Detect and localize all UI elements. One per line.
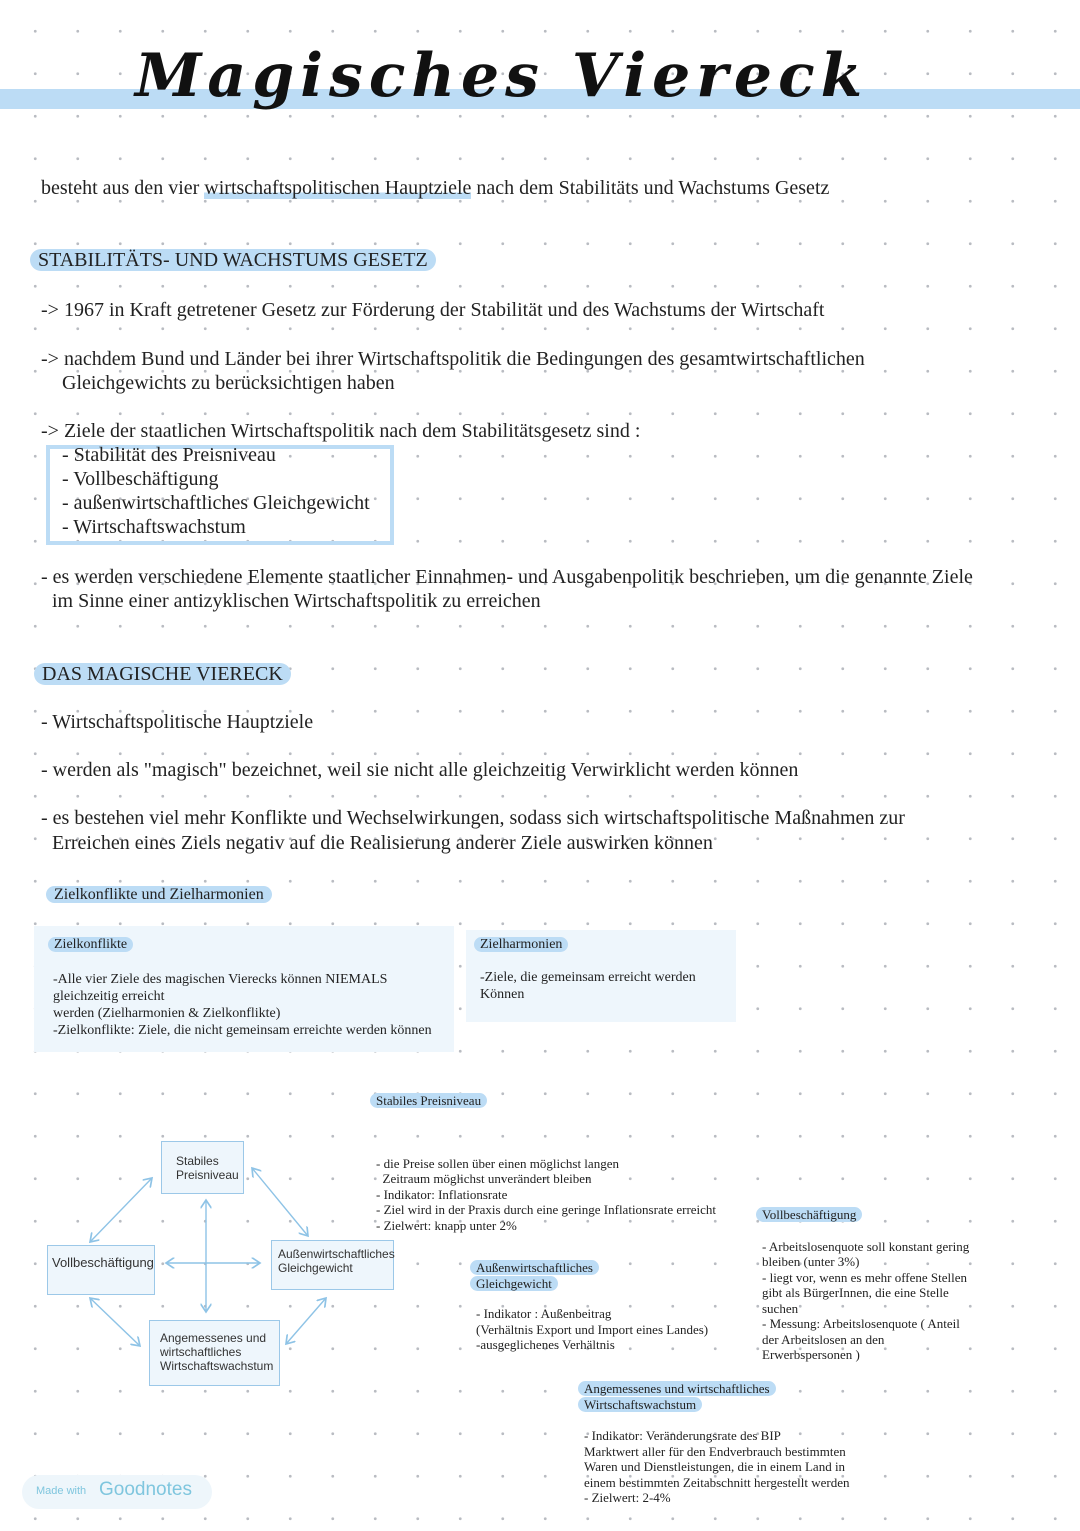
card-text: -Ziele, die gemeinsam erreicht werden Können [480,970,696,1002]
note-label: Vollbeschäftigung [756,1207,862,1222]
arrow [90,1298,140,1346]
goal-item: - Vollbeschäftigung [62,468,219,490]
goodnotes-watermark: Made with Goodnotes [22,1475,212,1509]
card-label: Zielharmonien [474,937,568,952]
paragraph: - es werden verschiedene Elemente staatlicher Einnahmen- und Ausgabenpolitik beschrieben, um die genannte Ziele [41,566,973,588]
diagram-node-aussenwirtschaft: Außenwirtschaftliches Gleichgewicht [271,1240,394,1290]
note-label: Angemessenes und wirtschaftliches [578,1381,776,1396]
arrow [90,1178,152,1242]
paragraph: Erreichen eines Ziels negativ auf die Realisierung anderer Ziele auswirken können [52,832,713,854]
note-vollbeschaeftigung: Vollbeschäftigung - Arbeitslosenquote soll konstant gering bleiben (unter 3%) - liegt vor, wenn es mehr offene Stellen gibt als BürgerInnen, die eine Stelle suchen - Messung: Arbeitslosenquote ( Anteil der Arbeitslosen an den Erwerbspersonen ) [756,1207,1056,1363]
diagram-node-preisniveau: Stabiles Preisniveau [161,1141,244,1194]
paragraph: - Wirtschaftspolitische Hauptziele [41,711,314,733]
paragraph: -> 1967 in Kraft getretener Gesetz zur Förderung der Stabilität und des Wachstums der Wirtschaft [41,299,825,321]
goal-item: - Stabilität des Preisniveau [62,444,276,466]
paragraph: -> Ziele der staatlichen Wirtschaftspolitik nach dem Stabilitätsgesetz sind : [41,420,641,442]
paragraph: -> nachdem Bund und Länder bei ihrer Wirtschaftspolitik die Bedingungen des gesamtwirtschaftlichen [41,348,865,370]
card-label: Zielkonflikte [48,937,133,952]
paragraph: - es bestehen viel mehr Konflikte und Wechselwirkungen, sodass sich wirtschaftspolitische Maßnahmen zur [41,807,905,829]
page-title: Magisches Viereck [135,41,869,111]
zielkonflikte-card [34,926,454,1052]
paragraph: - werden als "magisch" bezeichnet, weil sie nicht alle gleichzeitig Verwirklicht werden können [41,759,799,781]
note-label: Außenwirtschaftliches [470,1260,599,1275]
goals-list [62,443,370,539]
arrow [286,1298,326,1344]
card-text: -Alle vier Ziele des magischen Vierecks können NIEMALS gleichzeitig erreicht werden (Zielharmonien & Zielkonflikte) -Zielkonflikte: Ziele, die nicht gemeinsam erreichte werden können [53,972,432,1038]
subheading: Zielkonflikte und Zielharmonien [46,886,272,904]
arrow [252,1168,308,1236]
note-preisniveau: Stabiles Preisniveau - die Preise sollen über einen möglichst langen Zeitraum möglichst unverändert bleiben - Indikator: Inflationsrate - Ziel wird in der Praxis durch eine geringe Inflationsrate erreicht - Zielwert: knapp unter 2% [370,1093,716,1264]
goal-item: - Wirtschaftswachstum [62,516,246,538]
section-heading-viereck: DAS MAGISCHE VIERECK [34,662,291,686]
diagram-node-wachstum: Angemessenes und wirtschaftliches Wirtschaftswachstum [149,1320,280,1386]
goal-item: - außenwirtschaftliches Gleichgewicht [62,492,370,514]
paragraph: im Sinne einer antizyklischen Wirtschaftspolitik zu erreichen [52,590,541,612]
section-heading-stabilitaet: STABILITÄTS- UND WACHSTUMS GESETZ [30,248,436,272]
zielharmonien-card [466,930,736,1022]
paragraph: Gleichgewichts zu berücksichtigen haben [62,372,395,394]
diagram-node-vollbeschaeftigung: Vollbeschäftigung [47,1245,155,1295]
note-label: Stabiles Preisniveau [370,1093,487,1108]
note-wachstum: Angemessenes und wirtschaftliches Wirtschaftswachstum - Indikator: Veränderungsrate des BIP Marktwert aller für den Endverbrauch bestimmten Waren und Dienstleistungen, die in einem Land in einem bestimmten Zeitabschnitt hergestellt werden - Zielwert: 2-4% [578,1381,849,1506]
intro-text: besteht aus den vier wirtschaftspolitischen Hauptziele nach dem Stabilitäts und Wachstums Gesetz [41,177,830,199]
note-aussenwirtschaft: Außenwirtschaftliches Gleichgewicht - Indikator : Außenbeitrag (Verhältnis Export und Import eines Landes) -ausgeglichenes Verhältnis [470,1260,708,1353]
